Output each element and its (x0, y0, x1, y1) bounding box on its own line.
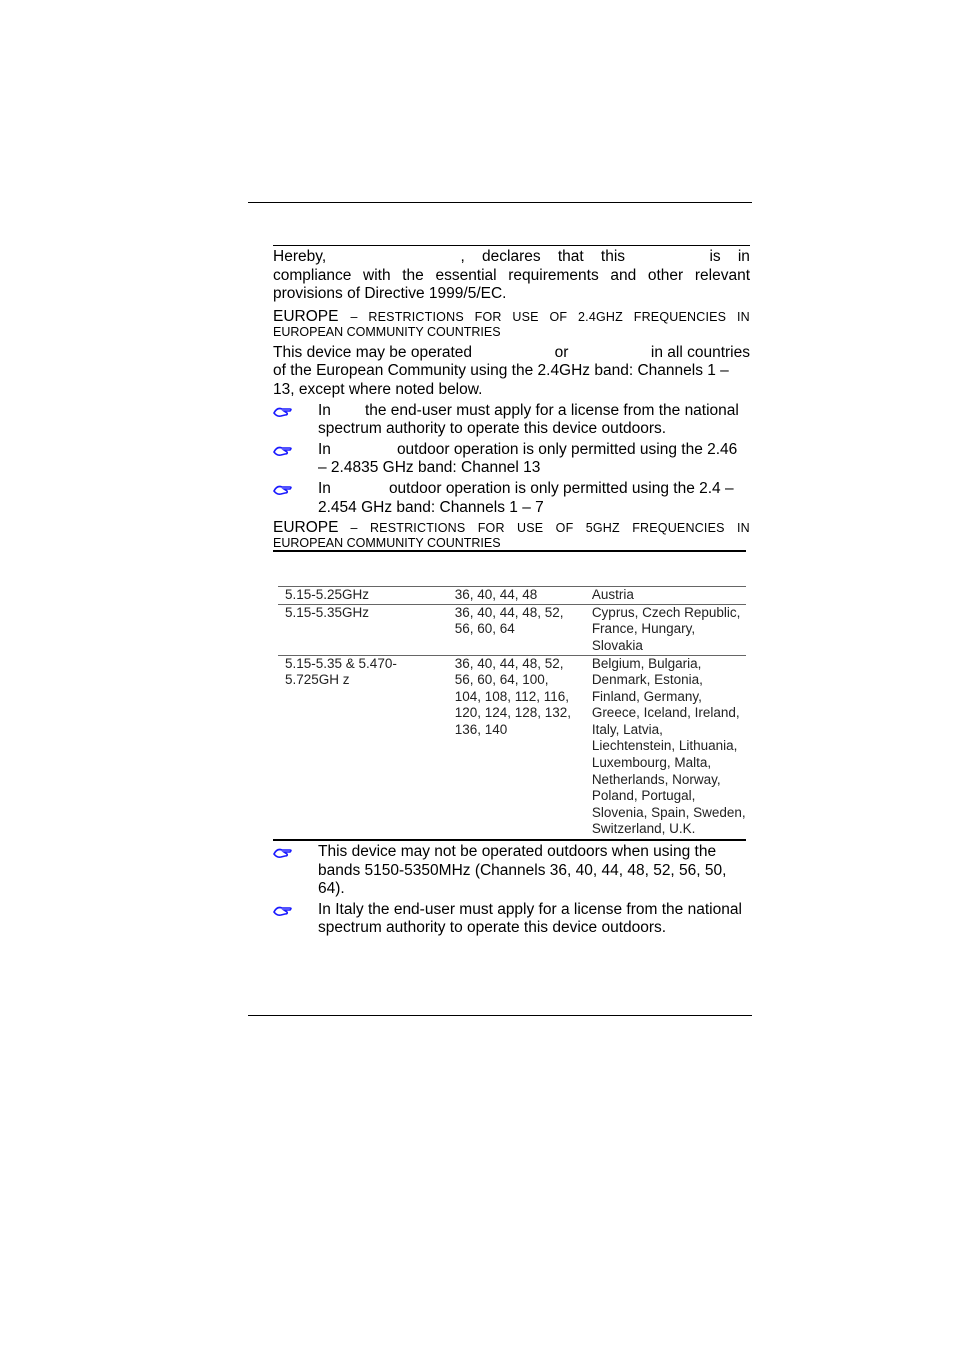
decl-word: is (709, 248, 721, 265)
decl-word: this (600, 248, 626, 265)
table-row (278, 587, 746, 605)
decl-word: , (460, 248, 465, 265)
bullet-24-2 (273, 441, 750, 478)
bullet-prefix: In (318, 401, 331, 419)
bullet-24-3 (273, 480, 750, 517)
countries-cell: Austria (585, 587, 746, 605)
section-rule (273, 245, 750, 246)
channels-cell: 36, 40, 44, 48, 52, 56, 60, 64 (448, 604, 585, 655)
heading-line2: EUROPEAN COMMUNITY COUNTRIES (273, 536, 501, 551)
pointing-hand-icon (273, 441, 318, 478)
heading-line2: EUROPEAN COMMUNITY COUNTRIES (273, 324, 501, 339)
pointing-hand-icon (273, 480, 318, 517)
countries-cell: Cyprus, Czech Republic, France, Hungary, Slovakia (585, 604, 746, 655)
bullet-prefix: In (318, 479, 331, 497)
decl-word: that (557, 248, 584, 265)
decl-word: in (737, 248, 750, 265)
declaration-text: compliance with the essential requirements and other relevant provisions of Directive 1999/5/EC. (273, 266, 750, 303)
bullet-text: the end-user must apply for a license from the national spectrum authority to operate this device outdoors. (318, 401, 739, 438)
frequency-table (278, 586, 746, 838)
heading-24ghz (273, 309, 750, 339)
bullet-24-1 (273, 402, 750, 439)
channels-cell: 36, 40, 44, 48, 52, 56, 60, 64, 100, 104, 108, 112, 116, 120, 124, 128, 132, 136, 140 (448, 655, 585, 838)
bullet-text: outdoor operation is only permitted using the 2.4 – 2.454 GHz band: Channels 1 – 7 (318, 479, 734, 516)
intro-part: in all countries (650, 343, 750, 361)
intro-24ghz (273, 344, 750, 400)
table-bottom-rule (273, 839, 746, 841)
heading-subtitle: – RESTRICTIONS FOR USE OF 5GHZ FREQUENCIES IN (350, 521, 750, 536)
intro-part: or (554, 343, 569, 361)
intro-rest: of the European Community using the 2.4GHz band: Channels 1 – 13, except where noted below. (273, 362, 729, 398)
decl-word: Hereby, (273, 248, 327, 265)
intro-part: This device may be operated (273, 343, 473, 361)
footer-rule (248, 1015, 752, 1016)
bullet-prefix: In (318, 440, 331, 458)
countries-cell: Belgium, Bulgaria, Denmark, Estonia, Finland, Germany, Greece, Iceland, Ireland, Italy, Latvia, Liechtenstein, Lithuania, Luxembourg, Malta, Netherlands, Norway, Poland, Portugal, Slovenia, Spain, Sweden, Switzerland, U.K. (585, 655, 746, 838)
bullet-5-2 (273, 901, 750, 938)
band-cell: 5.15-5.35GHz (278, 604, 448, 655)
band-cell: 5.15-5.25GHz (278, 587, 448, 605)
bullet-5-1 (273, 843, 750, 899)
bullet-text: In Italy the end-user must apply for a license from the national spectrum authority to operate this device outdoors. (318, 900, 742, 937)
decl-word: declares (482, 248, 541, 265)
pointing-hand-icon (273, 402, 318, 439)
pointing-hand-icon (273, 843, 318, 899)
heading-subtitle: – RESTRICTIONS FOR USE OF 2.4GHZ FREQUENCIES IN (350, 309, 750, 324)
declaration-line (273, 248, 750, 267)
page-content (273, 245, 750, 938)
header-rule (248, 202, 752, 203)
bullet-text: This device may not be operated outdoors when using the bands 5150-5350MHz (Channels 36, 40, 44, 48, 52, 56, 50, 64). (318, 843, 727, 898)
heading-europe: EUROPE (273, 307, 339, 325)
band-cell: 5.15-5.35 & 5.470-5.725GH z (278, 655, 448, 838)
heading-europe: EUROPE (273, 519, 339, 537)
table-row (278, 655, 746, 838)
table-row (278, 604, 746, 655)
channels-cell: 36, 40, 44, 48 (448, 587, 585, 605)
heading-5ghz (273, 520, 750, 550)
pointing-hand-icon (273, 901, 318, 938)
bullet-text: outdoor operation is only permitted using the 2.46 – 2.4835 GHz band: Channel 13 (318, 440, 738, 477)
